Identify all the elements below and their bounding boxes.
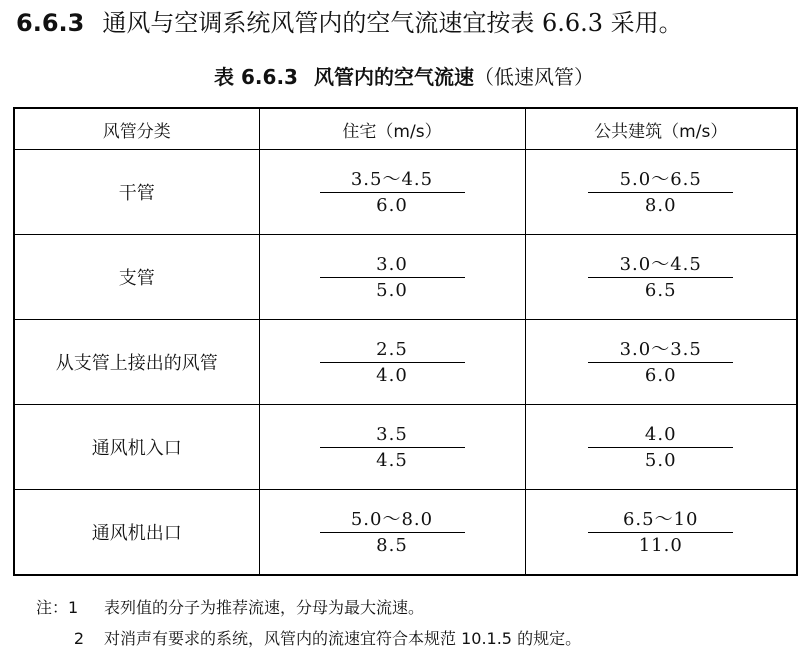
recommended-velocity: 5.0～6.5 [588,169,733,193]
velocity-fraction [320,339,465,386]
clause-text: 通风与空调系统风管内的空气流速宜按表 6.6.3 采用。 [102,9,683,37]
velocity-fraction [320,509,465,556]
max-velocity: 8.0 [644,194,677,216]
table-row [14,320,797,405]
row-category: 通风机入口 [14,405,259,490]
residential-cell [259,320,525,405]
max-velocity: 11.0 [638,534,683,556]
max-velocity: 4.0 [376,364,408,386]
row-category: 通风机出口 [14,490,259,576]
velocity-fraction [588,254,733,301]
max-velocity: 5.0 [376,279,408,301]
public-cell [525,490,797,576]
note-text: 表列值的分子为推荐流速，分母为最大流速。 [104,598,425,617]
velocity-fraction [320,254,465,301]
velocity-fraction [588,339,733,386]
public-cell [525,235,797,320]
table-caption-number: 表 6.6.3 [214,65,298,89]
recommended-velocity: 4.0 [588,424,733,448]
table-notes [36,592,581,654]
residential-cell [259,150,525,235]
table-row [14,150,797,235]
clause-6-6-3 [16,6,683,40]
row-category: 干管 [14,150,259,235]
max-velocity: 8.5 [376,534,408,556]
table-row [14,235,797,320]
velocity-fraction [320,169,465,216]
table-caption-note: （低速风管） [473,65,594,89]
header-residential: 住宅（m/s） [259,108,525,150]
table-row [14,490,797,576]
max-velocity: 6.5 [644,279,677,301]
clause-number: 6.6.3 [16,9,85,37]
residential-cell [259,490,525,576]
note-prefix [36,623,104,654]
table-row [14,405,797,490]
recommended-velocity: 6.5～10 [588,509,733,533]
recommended-velocity: 3.0～3.5 [588,339,733,363]
recommended-velocity: 5.0～8.0 [320,509,465,533]
max-velocity: 6.0 [376,194,408,216]
public-cell [525,320,797,405]
recommended-velocity: 3.5～4.5 [320,169,465,193]
max-velocity: 5.0 [644,449,677,471]
note-item [36,623,581,654]
velocity-fraction [588,424,733,471]
note-item [36,592,581,623]
table-caption-title: 风管内的空气流速 [313,65,474,89]
note-prefix [36,592,104,623]
table-header-row [14,108,797,150]
table-caption [0,62,808,92]
row-category: 从支管上接出的风管 [14,320,259,405]
velocity-fraction [320,424,465,471]
note-number: 2 [73,629,84,648]
public-cell [525,150,797,235]
recommended-velocity: 3.0 [320,254,465,278]
residential-cell [259,235,525,320]
public-cell [525,405,797,490]
row-category: 支管 [14,235,259,320]
recommended-velocity: 3.5 [320,424,465,448]
note-text: 对消声有要求的系统，风管内的流速宜符合本规范 10.1.5 的规定。 [104,629,582,648]
header-duct-category: 风管分类 [14,108,259,150]
velocity-fraction [588,169,733,216]
max-velocity: 4.5 [376,449,408,471]
notes-label: 注： [36,598,69,617]
recommended-velocity: 2.5 [320,339,465,363]
air-velocity-table [13,107,798,576]
velocity-fraction [588,509,733,556]
recommended-velocity: 3.0～4.5 [588,254,733,278]
residential-cell [259,405,525,490]
max-velocity: 6.0 [644,364,677,386]
note-number: 1 [68,598,79,617]
header-public-building: 公共建筑（m/s） [525,108,797,150]
